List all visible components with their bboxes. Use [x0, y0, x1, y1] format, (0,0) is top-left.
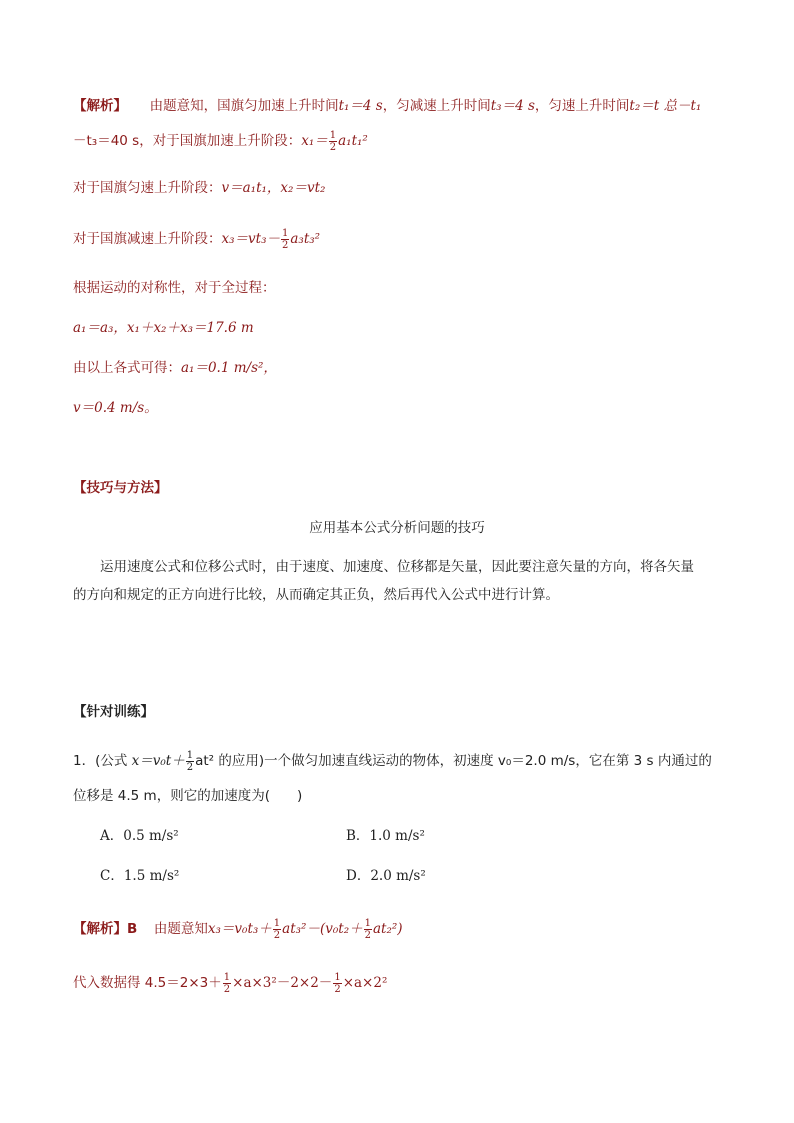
solution-line-4: 对于国旗减速上升阶段：x₃＝vt₃－ $\frac{1}{2}$ a₃t₃² [73, 228, 321, 251]
fraction-half: $\frac{1}{2}$ [334, 972, 341, 995]
solution-line-5: 根据运动的对称性，对于全过程： [73, 280, 276, 296]
option-c[interactable]: C．1.5 m/s² [100, 868, 180, 884]
fraction-half: $\frac{1}{2}$ [186, 750, 194, 773]
solution-line-6: a₁＝a₃，x₁＋x₂＋x₃＝17.6 m [73, 320, 254, 336]
answer-line-1: 【解析】B 由题意知x₃＝v₀t₃＋ $\frac{1}{2}$ at₃²－(v₀t₂＋ $\frac{1}{2}$ at₂²) [73, 918, 403, 941]
training-tag: 【针对训练】 [73, 704, 154, 720]
tips-paragraph-line-2: 的方向和规定的正方向进行比较，从而确定其正负，然后再代入公式中进行计算。 [73, 587, 559, 603]
question-1-line-1: 1．(公式 x＝v₀t＋ $\frac{1}{2}$ at² 的应用)一个做匀加速直线运动的物体，初速度 v₀＝2.0 m/s，它在第 3 s 内通过的 [73, 750, 712, 773]
tips-paragraph-line-1: 运用速度公式和位移公式时，由于速度、加速度、位移都是矢量，因此要注意矢量的方向，将各矢量 [100, 559, 694, 575]
option-d[interactable]: D．2.0 m/s² [346, 868, 426, 884]
solution-line-7: 由以上各式可得：a₁＝0.1 m/s²， [73, 360, 277, 376]
option-b[interactable]: B．1.0 m/s² [346, 828, 425, 844]
answer-tag: 【解析】B [73, 921, 138, 937]
analysis-tag: 【解析】 [73, 98, 127, 114]
fraction-half: $\frac{1}{2}$ [364, 918, 371, 941]
tips-tag: 【技巧与方法】 [73, 480, 168, 496]
fraction-half: $\frac{1}{2}$ [273, 918, 281, 941]
tips-title: 应用基本公式分析问题的技巧 [309, 520, 485, 536]
fraction-half: $\frac{1}{2}$ [223, 972, 231, 995]
question-1-line-2: 位移是 4.5 m，则它的加速度为( ) [73, 788, 303, 804]
solution-line-3: 对于国旗匀速上升阶段：v＝a₁t₁，x₂＝vt₂ [73, 180, 326, 196]
answer-line-2: 代入数据得 4.5＝2×3＋ $\frac{1}{2}$ ×a×3²－2×2－ $\frac{1}{2}$ ×a×2² [73, 972, 388, 995]
fraction-half: $\frac{1}{2}$ [329, 130, 337, 153]
solution-line-8: v＝0.4 m/s。 [73, 400, 158, 416]
fraction-half: $\frac{1}{2}$ [282, 228, 289, 251]
solution-line-1: 【解析】 由题意知，国旗匀加速上升时间t₁＝4 s，匀减速上升时间t₃＝4 s，匀速上升时间t₂＝t 总－t₁ [73, 98, 702, 114]
solution-line-2: －t₃＝40 s，对于国旗加速上升阶段：x₁＝ $\frac{1}{2}$ a₁t₁² [73, 130, 368, 153]
option-a[interactable]: A．0.5 m/s² [100, 828, 179, 844]
